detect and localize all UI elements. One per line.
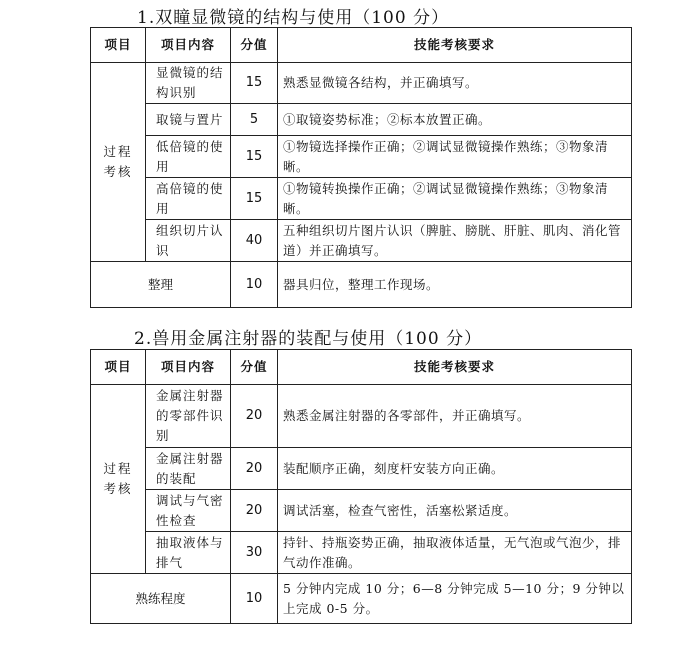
score-cell: 5 <box>231 104 278 136</box>
requirement-cell: 5 分钟内完成 10 分；6—8 分钟完成 5—10 分；9 分钟以上完成 0-5 分。 <box>278 574 632 624</box>
requirement-cell: 持针、持瓶姿势正确，抽取液体适量，无气泡或气泡少，排气动作准确。 <box>278 532 632 574</box>
section-1-title: 1.双瞳显微镜的结构与使用（100 分） <box>137 8 450 28</box>
table-row <box>91 532 632 574</box>
table-row <box>91 136 632 178</box>
header-project: 项目 <box>91 350 146 385</box>
score-cell: 15 <box>231 63 278 104</box>
final-content-cell: 整理 <box>91 262 231 308</box>
category-cell <box>91 63 146 262</box>
score-cell: 10 <box>231 574 278 624</box>
table-row <box>91 63 632 104</box>
content-cell: 低倍镜的使用 <box>146 136 231 178</box>
score-cell: 20 <box>231 448 278 490</box>
table-row <box>91 448 632 490</box>
content-cell: 组织切片认识 <box>146 220 231 262</box>
score-cell: 40 <box>231 220 278 262</box>
content-cell: 高倍镜的使用 <box>146 178 231 220</box>
score-cell: 20 <box>231 385 278 448</box>
score-cell: 20 <box>231 490 278 532</box>
requirement-cell: ①取镜姿势标准；②标本放置正确。 <box>278 104 632 136</box>
score-cell: 30 <box>231 532 278 574</box>
requirement-cell: 调试活塞，检查气密性，活塞松紧适度。 <box>278 490 632 532</box>
score-cell: 15 <box>231 136 278 178</box>
header-requirement: 技能考核要求 <box>278 28 632 63</box>
table-header-row <box>91 28 632 63</box>
requirement-cell: ①物镜转换操作正确；②调试显微镜操作熟练；③物象清晰。 <box>278 178 632 220</box>
table-row-final <box>91 262 632 308</box>
table-row-final <box>91 574 632 624</box>
table-row <box>91 385 632 448</box>
requirement-cell: ①物镜选择操作正确；②调试显微镜操作熟练；③物象清晰。 <box>278 136 632 178</box>
header-score: 分值 <box>231 350 278 385</box>
content-cell: 显微镜的结构识别 <box>146 63 231 104</box>
microscope-table <box>90 27 632 308</box>
score-cell: 10 <box>231 262 278 308</box>
syringe-table <box>90 349 632 624</box>
table-row <box>91 490 632 532</box>
table-row <box>91 104 632 136</box>
header-content: 项目内容 <box>146 28 231 63</box>
requirement-cell: 熟悉金属注射器的各零部件，并正确填写。 <box>278 385 632 448</box>
final-content-cell: 熟练程度 <box>91 574 231 624</box>
score-cell: 15 <box>231 178 278 220</box>
table-row <box>91 178 632 220</box>
category-cell <box>91 385 146 574</box>
table-header-row <box>91 350 632 385</box>
header-score: 分值 <box>231 28 278 63</box>
header-project: 项目 <box>91 28 146 63</box>
header-requirement: 技能考核要求 <box>278 350 632 385</box>
content-cell: 金属注射器的零部件识别 <box>146 385 231 448</box>
content-cell: 抽取液体与排气 <box>146 532 231 574</box>
content-cell: 调试与气密性检查 <box>146 490 231 532</box>
category-label: 过程 考核 <box>103 144 133 179</box>
section-2-title: 2.兽用金属注射器的装配与使用（100 分） <box>134 329 483 349</box>
content-cell: 金属注射器的装配 <box>146 448 231 490</box>
category-label: 过程 考核 <box>103 461 133 496</box>
header-content: 项目内容 <box>146 350 231 385</box>
requirement-cell: 熟悉显微镜各结构，并正确填写。 <box>278 63 632 104</box>
requirement-cell: 五种组织切片图片认识（脾脏、膀胱、肝脏、肌肉、消化管道）并正确填写。 <box>278 220 632 262</box>
requirement-cell: 器具归位，整理工作现场。 <box>278 262 632 308</box>
table-row <box>91 220 632 262</box>
content-cell: 取镜与置片 <box>146 104 231 136</box>
requirement-cell: 装配顺序正确，刻度杆安装方向正确。 <box>278 448 632 490</box>
